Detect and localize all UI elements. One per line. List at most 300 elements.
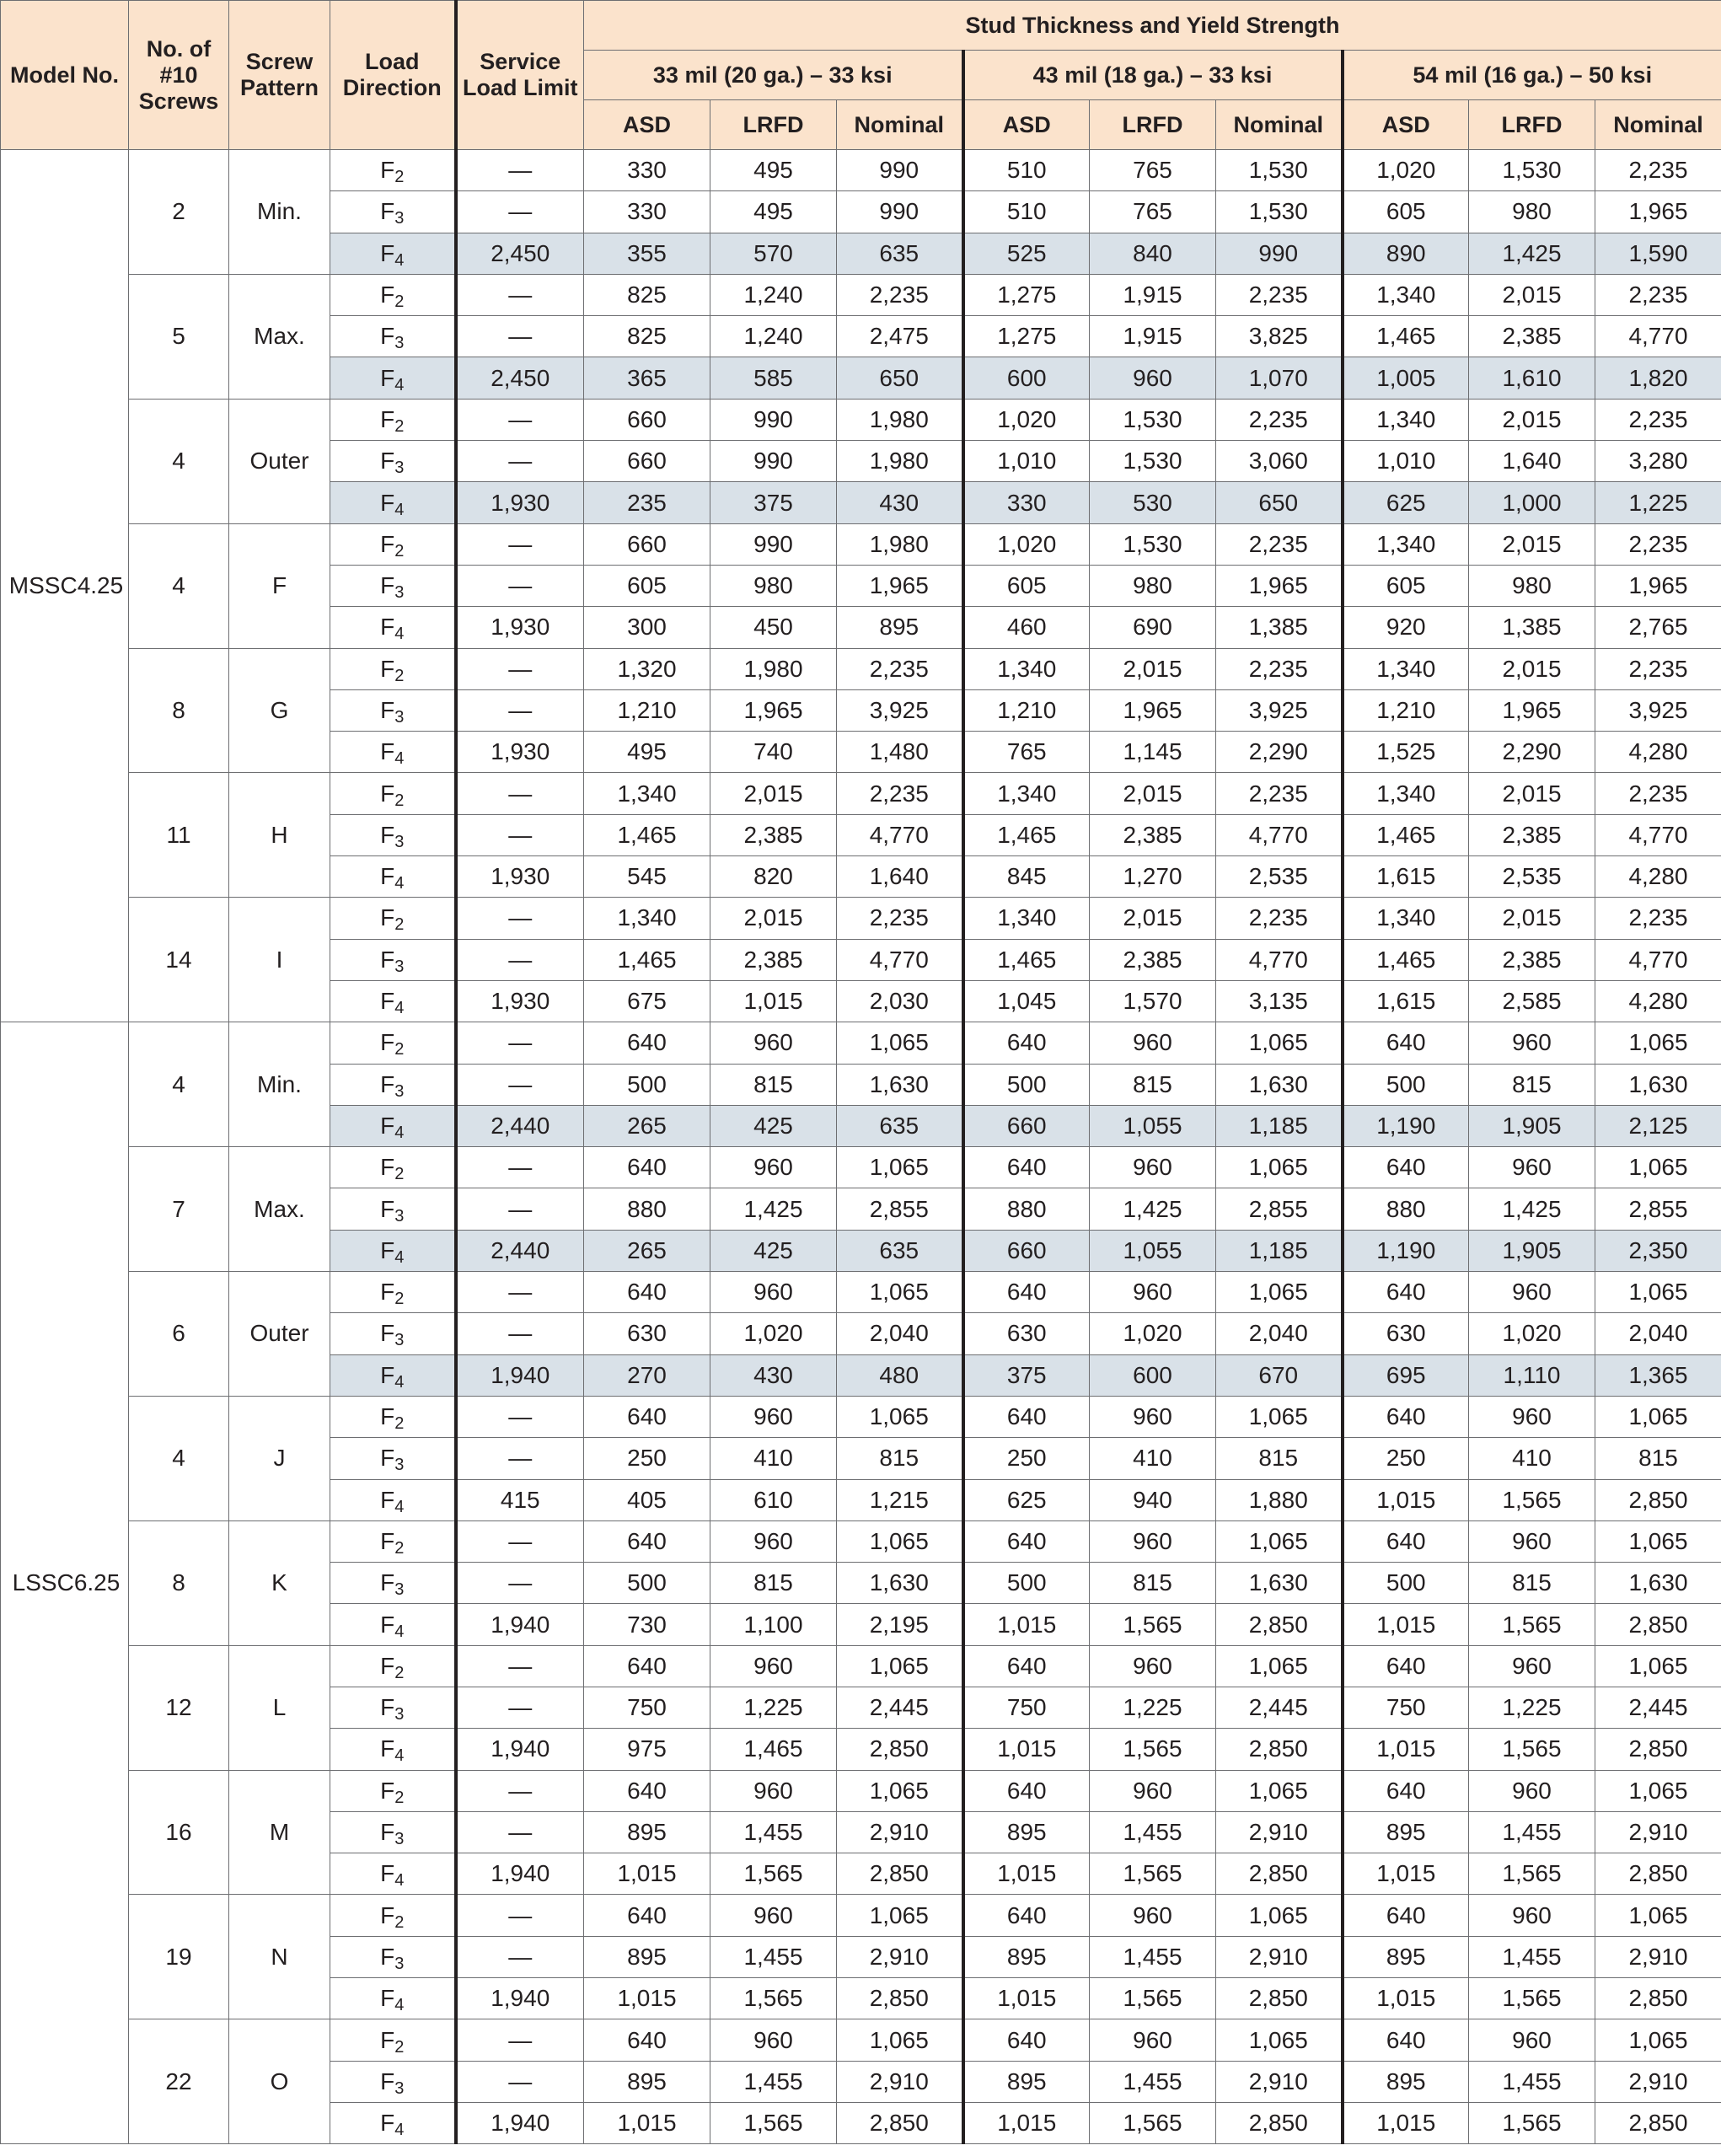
load-direction-cell [330,1895,456,1936]
value-cell: 1,015 [584,1978,710,2019]
load-direction-cell [330,689,456,731]
value-cell: 640 [584,2019,710,2061]
value-cell: 1,210 [963,689,1090,731]
load-direction-cell [330,399,456,440]
value-cell: 640 [584,1396,710,1437]
value-cell: 1,010 [963,441,1090,482]
value-cell: 640 [963,1770,1090,1811]
value-cell: 365 [584,357,710,399]
value-cell: 2,475 [837,316,963,357]
value-cell: 4,770 [837,814,963,855]
value-cell: 980 [1469,191,1595,233]
pattern-cell: Outer [229,399,330,523]
value-cell: 1,425 [1469,1188,1595,1230]
value-cell: 330 [963,482,1090,523]
load-direction-letter: F [380,1694,395,1721]
load-direction-letter: F [380,697,395,723]
header-lrfd: LRFD [1469,100,1595,150]
value-cell: 660 [963,1230,1090,1271]
header-no-of-screws: No. of #10 Screws [129,1,229,150]
value-cell: 1,455 [710,2061,837,2102]
service-load-cell: — [456,2019,584,2061]
value-cell: 1,455 [1090,1936,1216,1977]
value-cell: 4,280 [1595,980,1721,1022]
value-cell: 990 [710,441,837,482]
value-cell: 895 [963,2061,1090,2102]
load-direction-letter: F [380,1735,395,1762]
load-direction-letter: F [380,239,395,266]
load-direction-subscript: 3 [394,1830,405,1849]
value-cell: 880 [963,1188,1090,1230]
pattern-cell: Max. [229,274,330,399]
screws-cell: 4 [129,1022,229,1147]
table-row [1,523,1721,565]
value-cell: 1,565 [1469,1729,1595,1770]
value-cell: 2,385 [1090,814,1216,855]
value-cell: 635 [837,1230,963,1271]
value-cell: 815 [710,1064,837,1105]
value-cell: 1,425 [710,1188,837,1230]
value-cell: 1,185 [1216,1105,1343,1146]
service-load-cell: 1,940 [456,1604,584,1645]
value-cell: 1,465 [1343,316,1469,357]
value-cell: 990 [837,191,963,233]
screws-cell: 5 [129,274,229,399]
value-cell: 1,565 [1090,2102,1216,2143]
load-direction-cell [330,2102,456,2143]
value-cell: 640 [963,1396,1090,1437]
value-cell: 1,015 [1343,1978,1469,2019]
value-cell: 1,015 [963,2102,1090,2143]
value-cell: 1,065 [1216,1895,1343,1936]
value-cell: 1,010 [1343,441,1469,482]
value-cell: 1,465 [584,939,710,980]
value-cell: 1,965 [1216,565,1343,606]
service-load-cell: — [456,1272,584,1313]
value-cell: 660 [963,1105,1090,1146]
service-load-cell: — [456,1022,584,1064]
value-cell: 600 [1090,1354,1216,1396]
value-cell: 1,020 [963,399,1090,440]
value-cell: 1,465 [963,814,1090,855]
value-cell: 2,350 [1595,1230,1721,1271]
value-cell: 500 [584,1064,710,1105]
value-cell: 820 [710,856,837,898]
value-cell: 2,235 [837,274,963,315]
value-cell: 750 [1343,1687,1469,1728]
value-cell: 2,235 [1595,150,1721,191]
value-cell: 2,850 [1216,1978,1343,2019]
value-cell: 2,850 [1595,1479,1721,1520]
value-cell: 495 [710,150,837,191]
value-cell: 1,065 [837,1272,963,1313]
value-cell: 2,235 [1595,648,1721,689]
load-direction-letter: F [380,157,395,184]
value-cell: 660 [584,399,710,440]
value-cell: 960 [710,1645,837,1687]
value-cell: 2,040 [1595,1313,1721,1354]
value-cell: 1,630 [1216,1064,1343,1105]
value-cell: 430 [837,482,963,523]
value-cell: 1,880 [1216,1479,1343,1520]
value-cell: 1,340 [1343,274,1469,315]
load-direction-cell [330,233,456,274]
service-load-cell: — [456,1438,584,1479]
value-cell: 1,340 [963,773,1090,814]
value-cell: 2,445 [1595,1687,1721,1728]
load-direction-letter: F [380,282,395,308]
value-cell: 1,340 [963,898,1090,939]
load-direction-letter: F [380,1527,395,1554]
value-cell: 235 [584,482,710,523]
service-load-cell: — [456,191,584,233]
value-cell: 3,060 [1216,441,1343,482]
load-direction-subscript: 2 [394,541,405,560]
value-cell: 815 [1595,1438,1721,1479]
value-cell: 990 [710,523,837,565]
value-cell: 1,565 [1469,1978,1595,2019]
value-cell: 2,125 [1595,1105,1721,1146]
value-cell: 1,215 [837,1479,963,1520]
load-direction-cell [330,1563,456,1604]
value-cell: 605 [584,565,710,606]
value-cell: 2,910 [837,2061,963,2102]
load-direction-cell [330,1520,456,1562]
value-cell: 960 [1469,1770,1595,1811]
load-direction-subscript: 2 [394,1663,405,1682]
pattern-cell: F [229,523,330,648]
value-cell: 495 [584,732,710,773]
value-cell: 1,270 [1090,856,1216,898]
value-cell: 3,280 [1595,441,1721,482]
value-cell: 1,275 [963,274,1090,315]
value-cell: 2,015 [710,773,837,814]
value-cell: 640 [1343,1396,1469,1437]
load-direction-letter: F [380,821,395,848]
value-cell: 1,465 [1343,939,1469,980]
value-cell: 960 [710,2019,837,2061]
value-cell: 815 [710,1563,837,1604]
value-cell: 895 [1343,1936,1469,1977]
load-direction-cell [330,1604,456,1645]
header-lrfd: LRFD [1090,100,1216,150]
load-direction-subscript: 2 [394,1290,405,1309]
value-cell: 1,455 [1469,1936,1595,1977]
value-cell: 2,015 [710,898,837,939]
value-cell: 1,065 [1595,1645,1721,1687]
value-cell: 740 [710,732,837,773]
load-direction-letter: F [380,530,395,557]
value-cell: 1,905 [1469,1230,1595,1271]
value-cell: 1,340 [963,648,1090,689]
load-direction-cell [330,316,456,357]
value-cell: 2,015 [1469,523,1595,565]
load-direction-letter: F [380,1652,395,1679]
load-direction-subscript: 3 [394,832,405,851]
service-load-cell: 2,450 [456,357,584,399]
load-direction-letter: F [380,1777,395,1804]
value-cell: 1,630 [837,1064,963,1105]
service-load-cell: — [456,773,584,814]
value-cell: 4,770 [1595,939,1721,980]
load-direction-subscript: 4 [394,1746,405,1766]
value-cell: 765 [1090,150,1216,191]
value-cell: 1,340 [1343,773,1469,814]
load-direction-letter: F [380,1403,395,1430]
service-load-cell: — [456,316,584,357]
value-cell: 1,320 [584,648,710,689]
value-cell: 1,915 [1090,274,1216,315]
value-cell: 2,235 [1216,274,1343,315]
load-direction-subscript: 3 [394,1456,405,1475]
header-thickness-54mil: 54 mil (16 ga.) – 50 ksi [1343,51,1721,100]
value-cell: 2,850 [1595,2102,1721,2143]
screws-cell: 6 [129,1272,229,1397]
value-cell: 895 [837,607,963,648]
value-cell: 1,065 [1216,1147,1343,1188]
service-load-cell: — [456,441,584,482]
value-cell: 1,340 [584,898,710,939]
value-cell: 460 [963,607,1090,648]
load-direction-subscript: 2 [394,292,405,312]
value-cell: 640 [1343,1272,1469,1313]
value-cell: 1,190 [1343,1230,1469,1271]
value-cell: 625 [1343,482,1469,523]
value-cell: 1,065 [1216,1770,1343,1811]
value-cell: 1,565 [1090,1978,1216,2019]
value-cell: 530 [1090,482,1216,523]
value-cell: 815 [1090,1563,1216,1604]
load-direction-cell [330,523,456,565]
value-cell: 2,850 [1595,1729,1721,1770]
value-cell: 990 [1216,233,1343,274]
value-cell: 1,465 [963,939,1090,980]
value-cell: 2,850 [1595,1604,1721,1645]
value-cell: 425 [710,1105,837,1146]
value-cell: 750 [584,1687,710,1728]
load-direction-letter: F [380,1486,395,1513]
value-cell: 500 [963,1064,1090,1105]
value-cell: 1,630 [837,1563,963,1604]
value-cell: 2,235 [1216,773,1343,814]
load-direction-letter: F [380,1029,395,1056]
table-body [1,150,1721,2144]
service-load-cell: 1,940 [456,1978,584,2019]
screws-cell: 22 [129,2019,229,2144]
load-direction-subscript: 4 [394,1247,405,1267]
load-direction-subscript: 3 [394,957,405,976]
load-direction-letter: F [380,1279,395,1306]
value-cell: 960 [1469,2019,1595,2061]
value-cell: 640 [1343,1520,1469,1562]
value-cell: 405 [584,1479,710,1520]
screws-cell: 11 [129,773,229,898]
service-load-cell: — [456,2061,584,2102]
load-direction-subscript: 2 [394,1538,405,1558]
load-direction-subscript: 3 [394,1705,405,1724]
load-direction-subscript: 4 [394,250,405,270]
pattern-cell: O [229,2019,330,2144]
screws-cell: 16 [129,1770,229,1895]
value-cell: 640 [1343,1147,1469,1188]
value-cell: 1,565 [1090,1604,1216,1645]
value-cell: 1,065 [1216,1396,1343,1437]
pattern-cell: G [229,648,330,773]
value-cell: 1,425 [1090,1188,1216,1230]
screws-cell: 12 [129,1645,229,1770]
value-cell: 3,925 [1595,689,1721,731]
value-cell: 1,015 [1343,2102,1469,2143]
value-cell: 640 [584,1895,710,1936]
value-cell: 605 [1343,191,1469,233]
value-cell: 2,910 [1595,2061,1721,2102]
service-load-cell: — [456,1811,584,1853]
value-cell: 500 [963,1563,1090,1604]
value-cell: 1,000 [1469,482,1595,523]
value-cell: 1,065 [1216,2019,1343,2061]
pattern-cell: Min. [229,150,330,275]
load-direction-subscript: 4 [394,999,405,1018]
load-direction-letter: F [380,2026,395,2053]
value-cell: 250 [584,1438,710,1479]
value-cell: 1,455 [710,1811,837,1853]
header-nominal: Nominal [1595,100,1721,150]
load-direction-subscript: 2 [394,915,405,935]
pattern-cell: K [229,1520,330,1645]
value-cell: 2,235 [1595,274,1721,315]
value-cell: 3,135 [1216,980,1343,1022]
value-cell: 960 [710,1272,837,1313]
table-row [1,898,1721,939]
screws-cell: 4 [129,1396,229,1520]
header-nominal: Nominal [1216,100,1343,150]
value-cell: 640 [1343,1022,1469,1064]
value-cell: 4,280 [1595,732,1721,773]
service-load-cell: 1,940 [456,2102,584,2143]
table-row [1,1022,1721,1064]
value-cell: 1,565 [1469,1604,1595,1645]
value-cell: 1,455 [1469,2061,1595,2102]
value-cell: 1,565 [1469,1853,1595,1895]
value-cell: 1,015 [1343,1479,1469,1520]
value-cell: 815 [1216,1438,1343,1479]
load-direction-letter: F [380,1569,395,1596]
service-load-cell: 1,940 [456,1729,584,1770]
header-asd: ASD [584,100,710,150]
value-cell: 1,530 [1090,523,1216,565]
value-cell: 2,585 [1469,980,1595,1022]
value-cell: 610 [710,1479,837,1520]
service-load-cell: — [456,523,584,565]
value-cell: 1,065 [1595,1272,1721,1313]
service-load-cell: 1,930 [456,856,584,898]
value-cell: 1,465 [584,814,710,855]
load-direction-cell [330,441,456,482]
service-load-cell: — [456,1064,584,1105]
value-cell: 250 [1343,1438,1469,1479]
value-cell: 1,020 [1090,1313,1216,1354]
service-load-cell: 1,930 [456,482,584,523]
value-cell: 1,565 [1469,1479,1595,1520]
screws-cell: 7 [129,1147,229,1272]
value-cell: 2,850 [1216,1604,1343,1645]
table-row [1,1396,1721,1437]
load-direction-subscript: 2 [394,1788,405,1807]
value-cell: 960 [710,1396,837,1437]
service-load-cell: 1,930 [456,980,584,1022]
value-cell: 2,235 [1595,898,1721,939]
load-direction-cell [330,1438,456,1479]
value-cell: 960 [1090,1147,1216,1188]
load-direction-cell [330,1811,456,1853]
value-cell: 895 [584,1936,710,1977]
value-cell: 1,365 [1595,1354,1721,1396]
value-cell: 1,965 [1595,565,1721,606]
value-cell: 640 [584,1272,710,1313]
value-cell: 4,770 [1595,814,1721,855]
value-cell: 2,385 [1469,939,1595,980]
value-cell: 1,045 [963,980,1090,1022]
value-cell: 3,925 [837,689,963,731]
value-cell: 4,770 [1216,939,1343,980]
load-direction-subscript: 3 [394,209,405,228]
value-cell: 2,850 [1595,1853,1721,1895]
load-direction-letter: F [380,988,395,1015]
value-cell: 690 [1090,607,1216,648]
value-cell: 640 [584,1770,710,1811]
load-direction-subscript: 3 [394,583,405,603]
service-load-cell: — [456,1770,584,1811]
value-cell: 545 [584,856,710,898]
value-cell: 1,465 [710,1729,837,1770]
value-cell: 1,210 [584,689,710,731]
value-cell: 2,850 [1595,1978,1721,2019]
value-cell: 815 [837,1438,963,1479]
value-cell: 1,385 [1216,607,1343,648]
value-cell: 980 [1090,565,1216,606]
value-cell: 2,385 [1469,814,1595,855]
service-load-cell: 1,940 [456,1354,584,1396]
pattern-cell: H [229,773,330,898]
load-direction-letter: F [380,1445,395,1472]
load-direction-cell [330,1687,456,1728]
load-direction-cell [330,1064,456,1105]
value-cell: 375 [963,1354,1090,1396]
value-cell: 1,225 [710,1687,837,1728]
value-cell: 1,055 [1090,1230,1216,1271]
value-cell: 2,290 [1216,732,1343,773]
load-direction-cell [330,1645,456,1687]
value-cell: 1,630 [1216,1563,1343,1604]
value-cell: 825 [584,274,710,315]
load-direction-subscript: 4 [394,625,405,644]
table-row [1,399,1721,440]
load-direction-subscript: 4 [394,1497,405,1516]
value-cell: 640 [963,1895,1090,1936]
value-cell: 410 [1469,1438,1595,1479]
value-cell: 2,385 [710,814,837,855]
value-cell: 1,905 [1469,1105,1595,1146]
value-cell: 640 [584,1022,710,1064]
load-direction-cell [330,1396,456,1437]
value-cell: 2,195 [837,1604,963,1645]
value-cell: 2,235 [1595,399,1721,440]
load-direction-subscript: 2 [394,2037,405,2057]
load-direction-cell [330,980,456,1022]
value-cell: 2,040 [1216,1313,1343,1354]
service-load-cell: — [456,898,584,939]
value-cell: 2,910 [1595,1936,1721,1977]
